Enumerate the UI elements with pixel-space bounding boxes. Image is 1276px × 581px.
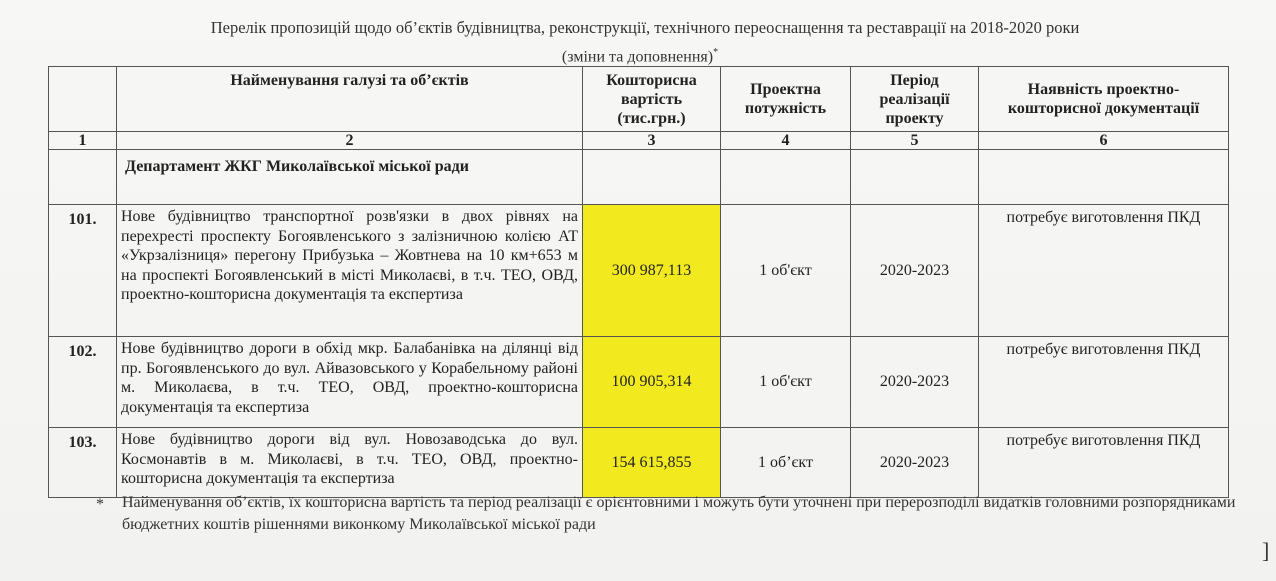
docs-cell: потребує виготовлення ПКД bbox=[979, 205, 1229, 337]
document-subtitle bbox=[520, 47, 760, 66]
column-number: 1 bbox=[49, 132, 117, 150]
column-number: 4 bbox=[721, 132, 851, 150]
table-header-row bbox=[49, 67, 1229, 132]
column-number: 3 bbox=[583, 132, 721, 150]
header-cost: Кошторисна вартість (тис.грн.) bbox=[583, 67, 721, 132]
empty-cell bbox=[979, 150, 1229, 205]
empty-cell bbox=[49, 150, 117, 205]
column-number: 6 bbox=[979, 132, 1229, 150]
footnote-mark: * bbox=[96, 496, 104, 513]
table-row bbox=[49, 205, 1229, 337]
header-col1 bbox=[49, 67, 117, 132]
cost-cell: 100 905,314 bbox=[583, 337, 721, 428]
cost-cell: 300 987,113 bbox=[583, 205, 721, 337]
capacity-cell: 1 об’єкт bbox=[721, 428, 851, 498]
document-title: Перелік пропозицій щодо об’єктів будівництва, реконструкції, технічного переоснащення та реставрації на 2018-2020 роки bbox=[210, 18, 1080, 37]
object-name: Нове будівництво дороги в обхід мкр. Балабанівка на ділянці від пр. Богоявленського до вул. Айвазовського у Корабельному районі м. Миколаєва, в т.ч. ТЕО, ОВД, проектно-кошторисна документація та експертиза bbox=[117, 337, 583, 428]
page-edge-bracket: ] bbox=[1262, 538, 1270, 563]
capacity-cell: 1 об'єкт bbox=[721, 337, 851, 428]
header-name: Найменування галузі та об’єктів bbox=[117, 67, 583, 132]
header-capacity: Проектна потужність bbox=[721, 67, 851, 132]
capacity-cell: 1 об'єкт bbox=[721, 205, 851, 337]
cost-cell: 154 615,855 bbox=[583, 428, 721, 498]
empty-cell bbox=[583, 150, 721, 205]
empty-cell bbox=[721, 150, 851, 205]
docs-cell: потребує виготовлення ПКД bbox=[979, 337, 1229, 428]
department-name: Департамент ЖКГ Миколаївської міської ради bbox=[117, 150, 583, 205]
column-number: 2 bbox=[117, 132, 583, 150]
footnote-text: Найменування об’єктів, їх кошторисна вартість та період реалізації є орієнтовними і можуть бути уточнені при перерозподілі видатків головними розпорядниками бюджетних коштів рішеннями виконкому Миколаївської міської ради bbox=[122, 494, 1236, 533]
subtitle-text: (зміни та доповнення) bbox=[561, 48, 714, 66]
column-number: 5 bbox=[851, 132, 979, 150]
table-row bbox=[49, 428, 1229, 498]
object-name: Нове будівництво дороги від вул. Новозаводська до вул. Космонавтів в м. Миколаєві, в т.ч. ТЕО, ОВД, проектно-кошторисна документація та експертиза bbox=[117, 428, 583, 498]
column-number-row bbox=[49, 132, 1229, 150]
empty-cell bbox=[851, 150, 979, 205]
table-row bbox=[49, 337, 1229, 428]
subtitle-footnote-mark: * bbox=[713, 47, 719, 58]
object-name: Нове будівництво транспортної розв'язки в двох рівнях на перехресті проспекту Богоявленського з залізничною колією АТ «Укрзалізниця» перегону Прибузька – Жовтнева на 10 км+653 м на проспекті Богоявленський в місті Миколаєві, в т.ч. ТЕО, ОВД, проектно-кошторисна документація та експертиза bbox=[117, 205, 583, 337]
row-number: 102. bbox=[49, 337, 117, 428]
row-number: 101. bbox=[49, 205, 117, 337]
docs-cell: потребує виготовлення ПКД bbox=[979, 428, 1229, 498]
department-row bbox=[49, 150, 1229, 205]
row-number: 103. bbox=[49, 428, 117, 498]
header-period: Період реалізації проекту bbox=[851, 67, 979, 132]
period-cell: 2020-2023 bbox=[851, 337, 979, 428]
period-cell: 2020-2023 bbox=[851, 205, 979, 337]
period-cell: 2020-2023 bbox=[851, 428, 979, 498]
header-docs: Наявність проектно-кошторисної документації bbox=[979, 67, 1229, 132]
objects-table bbox=[48, 66, 1229, 498]
